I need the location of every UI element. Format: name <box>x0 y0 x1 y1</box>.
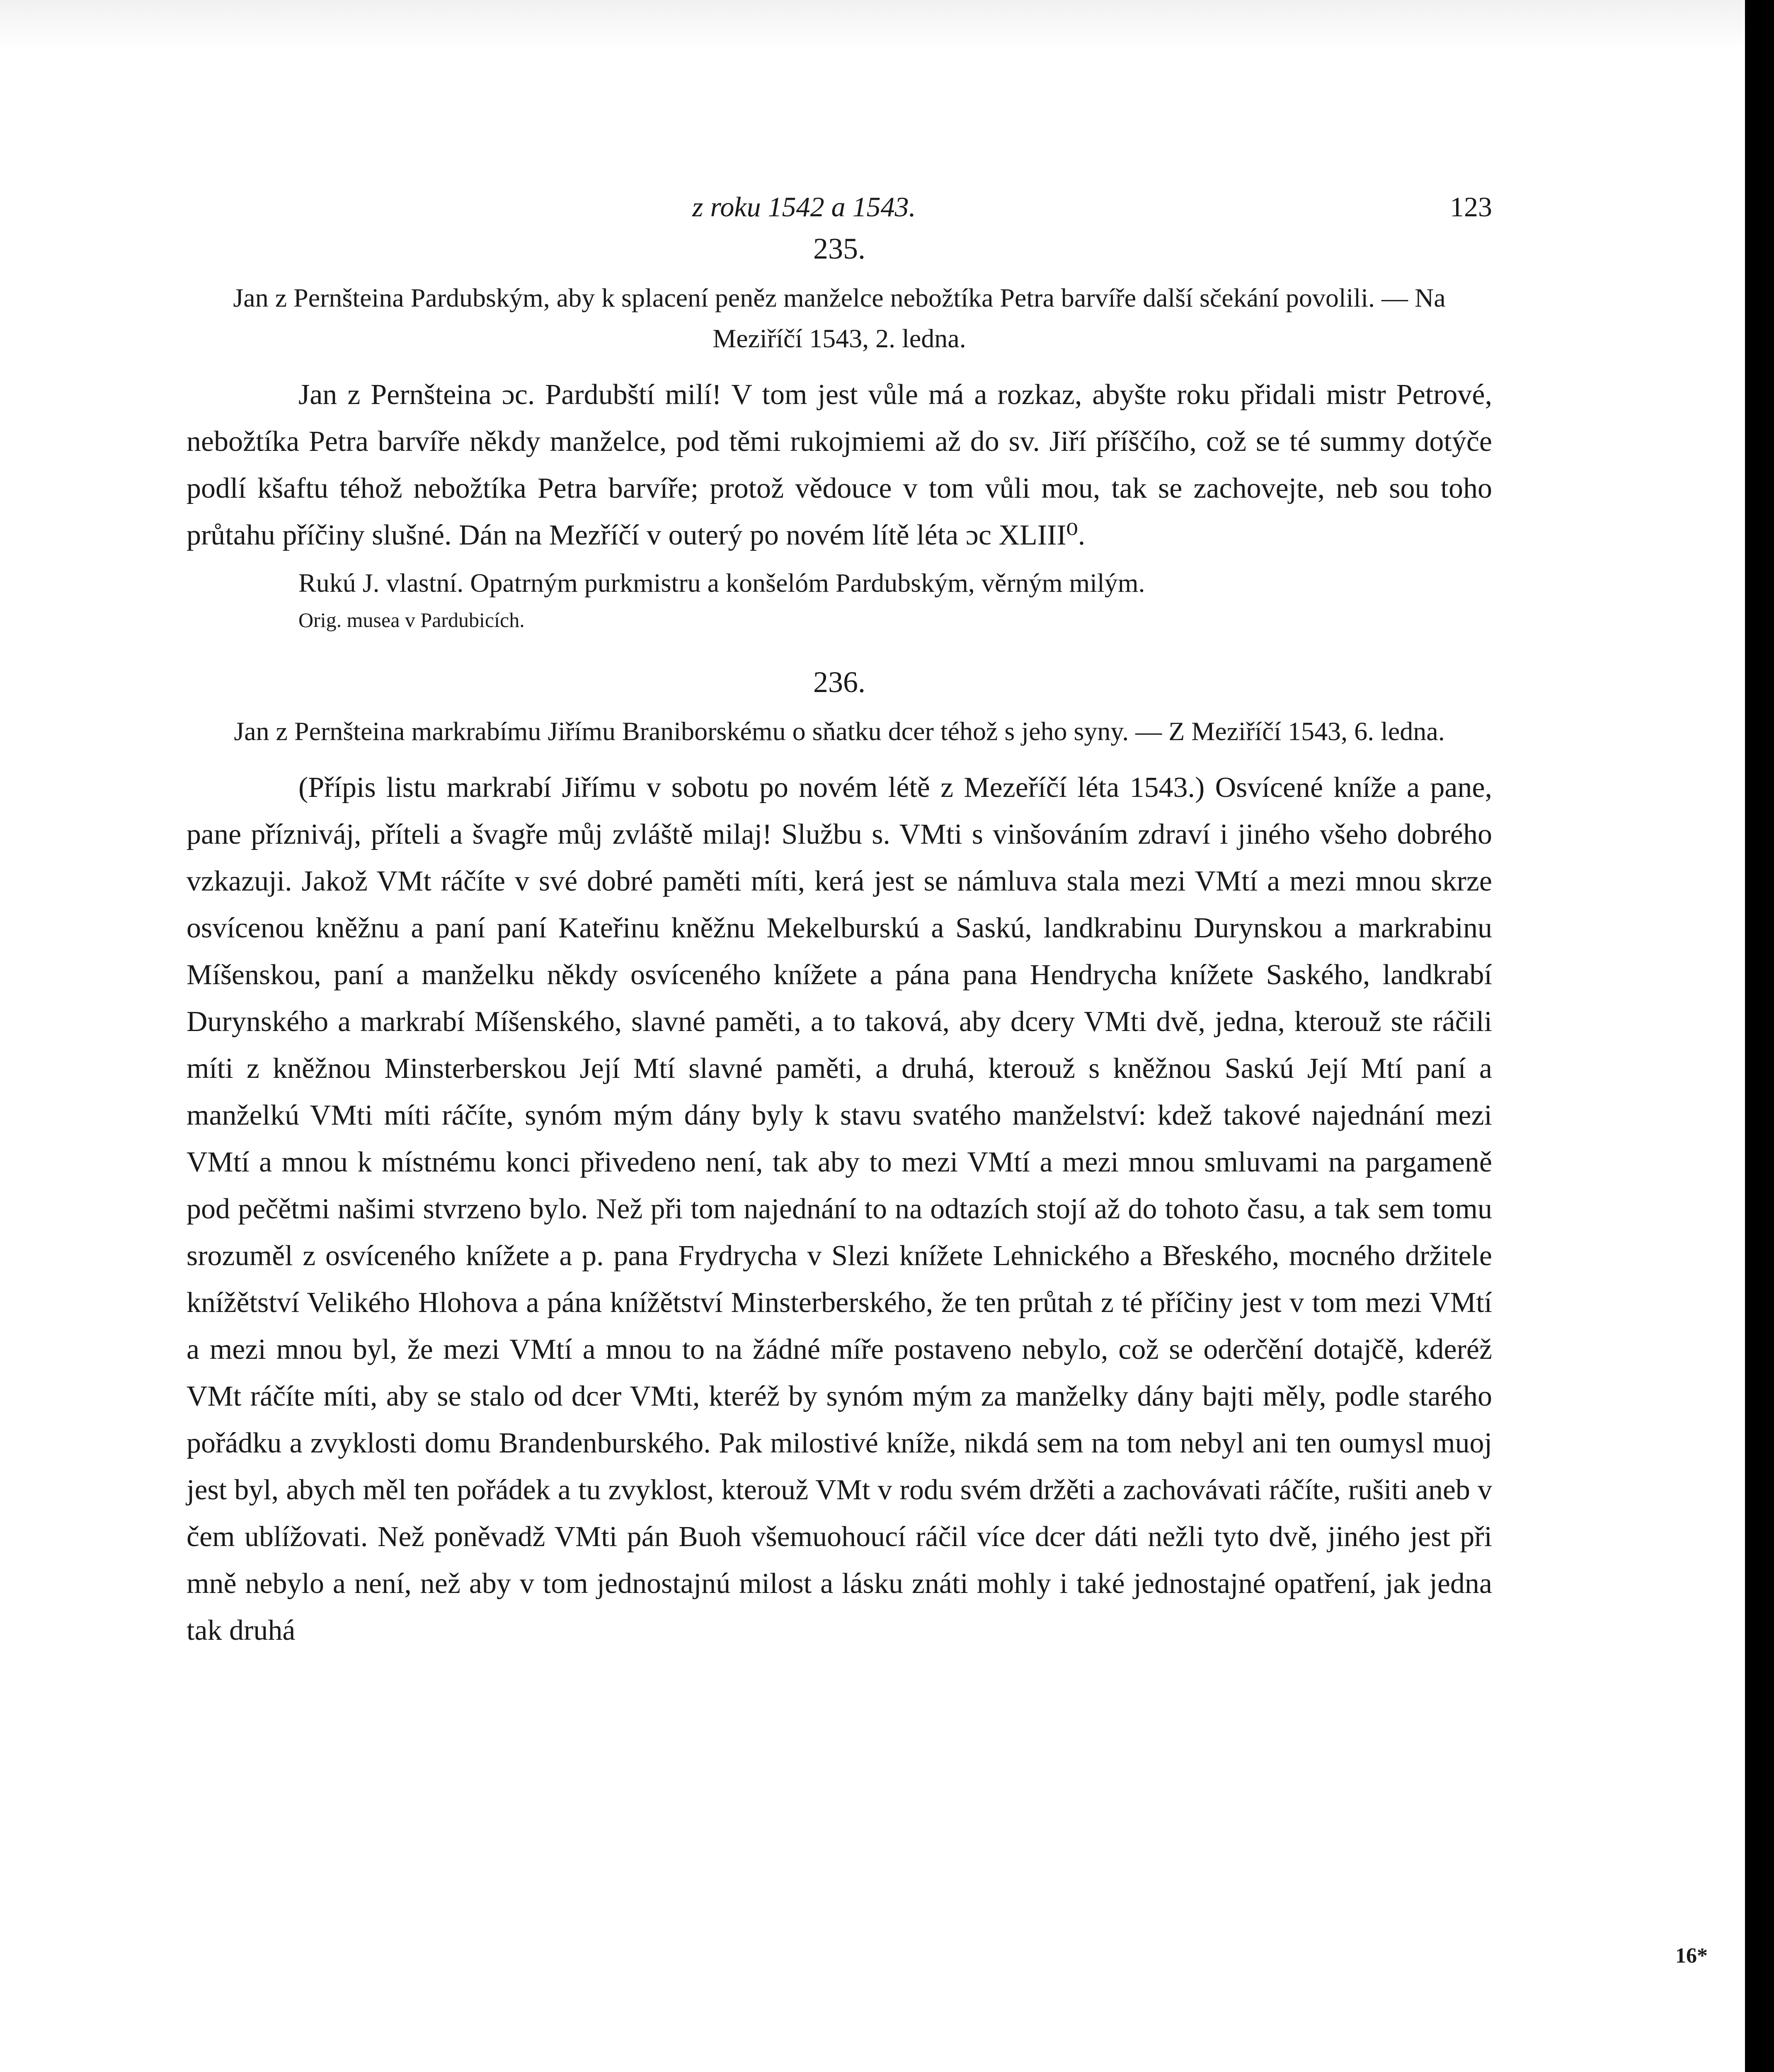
document-closing: Rukú J. vlastní. Opatrným purkmistru a konšelóm Pardubským, věrným milým. <box>298 568 1145 598</box>
document-number: 235. <box>813 232 865 265</box>
document-236 <box>187 661 1492 1654</box>
section-gap <box>187 637 1492 661</box>
document-summary: Jan z Pernšteina Pardubským, aby k splacení peněz manželce nebožtíka Petra barvíře další sčekání povolili. — Na Meziříčí 1543, 2. ledna. <box>233 283 1446 353</box>
running-header <box>187 182 1492 228</box>
signature-mark: 16* <box>1675 1944 1708 1968</box>
page <box>187 182 1492 1654</box>
running-title: z roku 1542 a 1543. <box>692 191 916 223</box>
document-summary: Jan z Pernšteina markrabímu Jiřímu Braniborskému o sňatku dcer téhož s jeho syny. — Z Meziříčí 1543, 6. ledna. <box>234 716 1445 746</box>
document-source-note: Orig. musea v Pardubicích. <box>298 608 525 632</box>
document-body-paragraph: Jan z Pernšteina ɔc. Pardubští milí! V tom jest vůle má a rozkaz, abyšte roku přidali mistr Petrové, nebožtíka Petra barvíře někdy manželce, pod těmi rukojmiemi až do sv. Jiří příščího, což se té summy dotýče podlí kšaftu téhož nebožtíka Petra barvíře; protož vědouce v tom vůli mou, tak se zachovejte, neb sou toho průtahu příčiny slušné. Dán na Mezříčí v outerý po novém lítě léta ɔc XLIII⁰. <box>187 379 1492 551</box>
page-number: 123 <box>1450 191 1492 223</box>
document-body-paragraph: (Přípis listu markrabí Jiřímu v sobotu po novém létě z Mezeříčí léta 1543.) Osvícené kníže a pane, pane přízniváj, příteli a švagře můj zvláště milaj! Službu s. VMti s vinšováním zdraví i jiného všeho dobrého vzkazuji. Jakož VMt ráčíte v své dobré paměti míti, kerá jest se námluva stala mezi VMtí a mezi mnou skrze osvícenou kněžnu a paní paní Kateřinu kněžnu Mekelburskú a Saskú, landkrabinu Durynskou a markrabinu Míšenskou, paní a manželku někdy osvíceného knížete a pána pana Hendrycha knížete Saského, landkrabí Durynského a markrabí Míšenského, slavné paměti, a to taková, aby dcery VMti dvě, jedna, kterouž ste ráčili míti z kněžnou Minsterberskou Její Mtí slavné paměti, a druhá, kterouž s kněžnou Saskú Její Mtí paní a manželkú VMti míti ráčíte, synóm mým dány byly k stavu svatého manželství: kdež takové najednání mezi VMtí a mnou k místnému konci přivedeno není, tak aby to mezi VMtí a mezi mnou smluvami na pargameně pod pečětmi našimi stvrzeno bylo. Než při tom najednání to na odtazích stojí až do tohoto času, a tak sem tomu srozuměl z osvíceného knížete a p. pana Frydrycha v Slezi knížete Lehnického a Břeského, mocného držitele knížětství Velikého Hlohova a pána knížětství Minsterberského, že ten průtah z té příčiny jest v tom mezi VMtí a mezi mnou byl, že mezi VMtí a mnou to na žádné míře postaveno nebylo, což se oderčění dotajčě, kderéž VMt ráčíte míti, aby se stalo od dcer VMti, kteréž by synóm mým za manželky dány bajti měly, podle starého pořádku a zvyklosti domu Brandenburského. Pak milostivé kníže, nikdá sem na tom nebyl ani ten oumysl muoj jest byl, abych měl ten pořádek a tu zvyklost, kterouž VMt v rodu svém držěti a zachovávati ráčíte, rušiti aneb v čem ublížovati. Než poněvadž VMti pán Buoh všemuohoucí ráčil více dcer dáti nežli tyto dvě, jiného jest při mně nebylo a není, než aby v tom jednostajnú milost a lásku znáti mohly i také jednostajné opatření, jak jedna tak druhá <box>187 772 1492 1646</box>
document-235 <box>187 228 1492 637</box>
document-number: 236. <box>813 666 865 699</box>
